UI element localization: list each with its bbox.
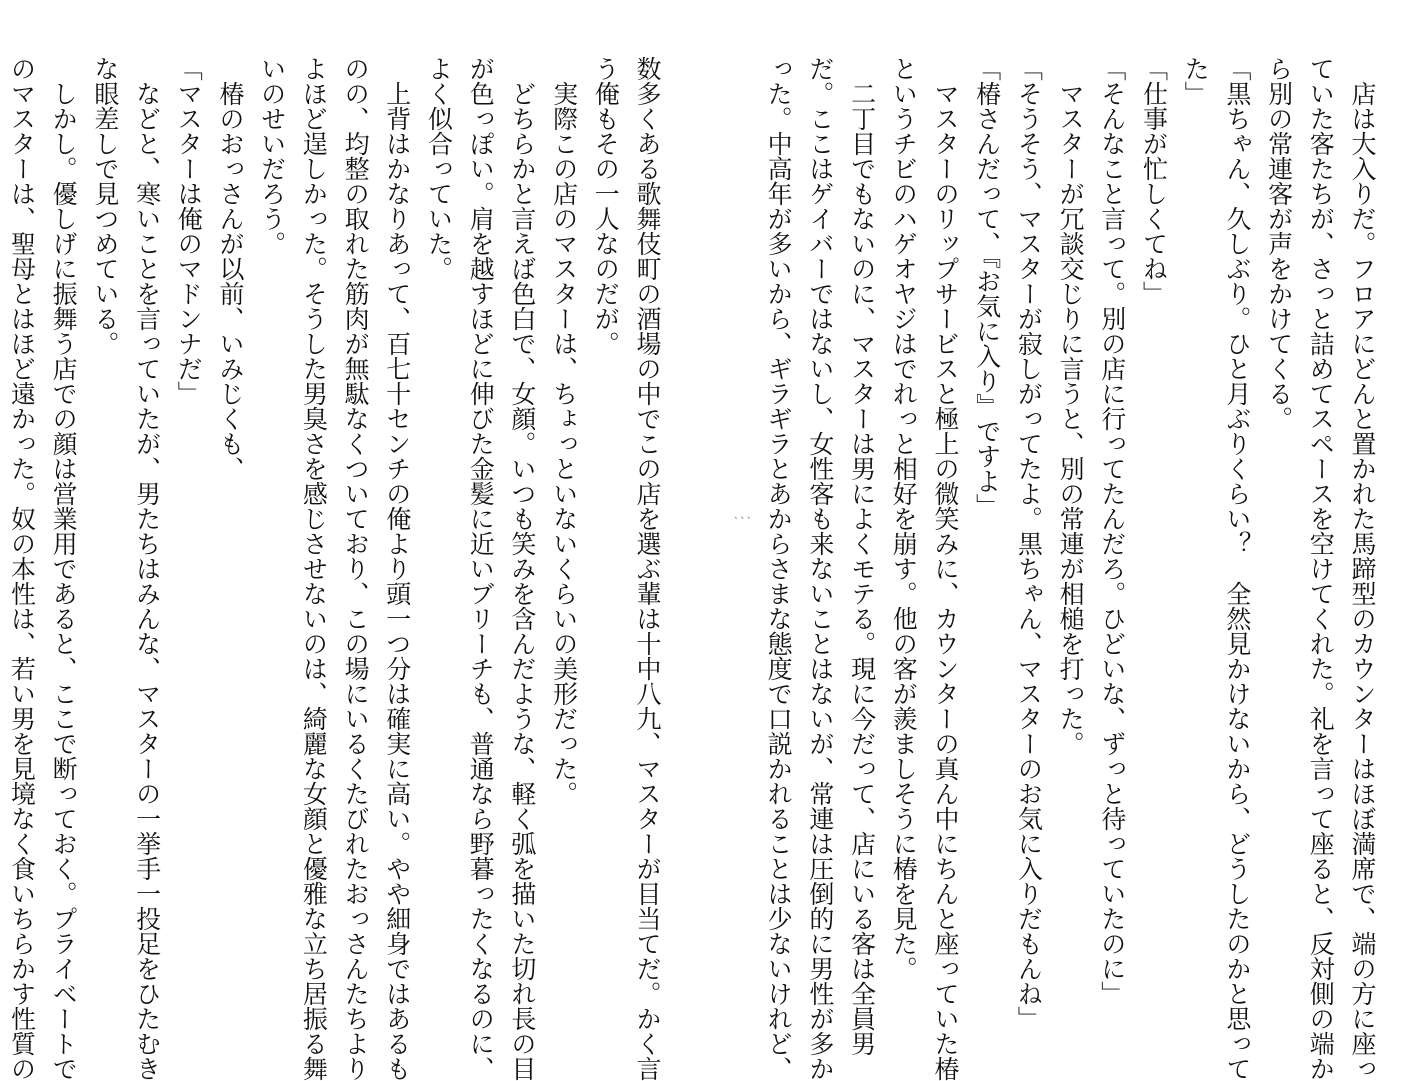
text-line: 実際この店のマスターは、ちょっといないくらいの美形だった。 bbox=[549, 56, 579, 806]
text-line: しかし。優しげに振舞う店での顔は営業用であると、ここで断っておく。プライベートで bbox=[49, 56, 79, 1081]
text-line: 店は大入りだ。フロアにどんと置かれた馬蹄型のカウンターはほぼ満席で、端の方に座っ bbox=[1348, 56, 1377, 1081]
text-line: 「マスターは俺のマドンナだ」 bbox=[174, 56, 204, 406]
text-line: のの、均整の取れた筋肉が無駄なくついており、この場にいるくたびれたおっさんたちより bbox=[341, 56, 371, 1081]
text-line: などと、寒いことを言っていたが、男たちはみんな、マスターの一挙手一投足をひたむき bbox=[132, 56, 162, 1081]
text-line: いのせいだろう。 bbox=[257, 56, 287, 256]
text-line: だ。ここはゲイバーではないし、女性客も来ないことはないが、常連は圧倒的に男性が多か bbox=[805, 56, 835, 1081]
text-line: が色っぽい。肩を越すほどに伸びた金髪に近いブリーチも、普通なら野暮ったくなるのに、 bbox=[466, 56, 496, 1081]
text-line: ていた客たちが、さっと詰めてスペースを空けてくれた。礼を言って座ると、反対側の端か bbox=[1306, 56, 1336, 1081]
text-line: 椿のおっさんが以前、いみじくも、 bbox=[215, 56, 245, 481]
text-line: う俺もその一人なのだが。 bbox=[591, 56, 621, 356]
text-line: のマスターは、聖母とはほど遠かった。奴の本性は、若い男を見境なく食いちらかす性質の bbox=[7, 56, 37, 1081]
text-line: どちらかと言えば色白で、女顔。いつも笑みを含んだような、軽く弧を描いた切れ長の目 bbox=[507, 56, 537, 1081]
text-line: 数多くある歌舞伎町の酒場の中でこの店を選ぶ輩は十中八九、マスターが目当てだ。かく言 bbox=[633, 56, 662, 1081]
text-line: ら別の常連客が声をかけてくる。 bbox=[1264, 56, 1294, 431]
text-line: 上背はかなりあって、百七十センチの俺より頭一つ分は確実に高い。やや細身ではあるも bbox=[382, 56, 412, 1081]
text-line: た」 bbox=[1181, 56, 1211, 106]
right-page bbox=[750, 56, 1383, 1081]
text-line: 「黒ちゃん、久しぶり。ひと月ぶりくらい？ 全然見かけないから、どうしたのかと思って bbox=[1222, 56, 1252, 1081]
text-line: よほど逞しかった。そうした男臭さを感じさせないのは、綺麗な女顔と優雅な立ち居振る舞 bbox=[299, 56, 329, 1081]
text-line: な眼差しで見つめている。 bbox=[90, 56, 120, 356]
text-line: 「仕事が忙しくてね」 bbox=[1139, 56, 1169, 306]
text-line: 二丁目でもないのに、マスターは男によくモテる。現に今だって、店にいる客は全員男 bbox=[847, 56, 877, 1056]
text-line: った。中高年が多いから、ギラギラとあからさまな態度で口説かれることは少ないけれど、 bbox=[764, 56, 794, 1081]
text-line: 「そんなこと言って。別の店に行ってたんだろ。ひどいな、ずっと待っていたのに」 bbox=[1097, 56, 1127, 1006]
text-line: マスターが冗談交じりに言うと、別の常連が相槌を打った。 bbox=[1056, 56, 1086, 756]
text-line: 「椿さんだって、『お気に入り』ですよ」 bbox=[972, 56, 1002, 519]
text-line: というチビのハゲオヤジはでれっと相好を崩す。他の客が羨ましそうに椿を見た。 bbox=[889, 56, 919, 981]
text-line: マスターのリップサービスと極上の微笑みに、カウンターの真ん中にちんと座っていた椿 bbox=[930, 56, 960, 1081]
gutter-mark: 、、、 bbox=[734, 511, 759, 521]
text-line: よく似合っていた。 bbox=[424, 56, 454, 281]
left-page bbox=[7, 56, 668, 1081]
text-line: 「そうそう、マスターが寂しがってたよ。黒ちゃん、マスターのお気に入りだもんね」 bbox=[1014, 56, 1044, 1031]
